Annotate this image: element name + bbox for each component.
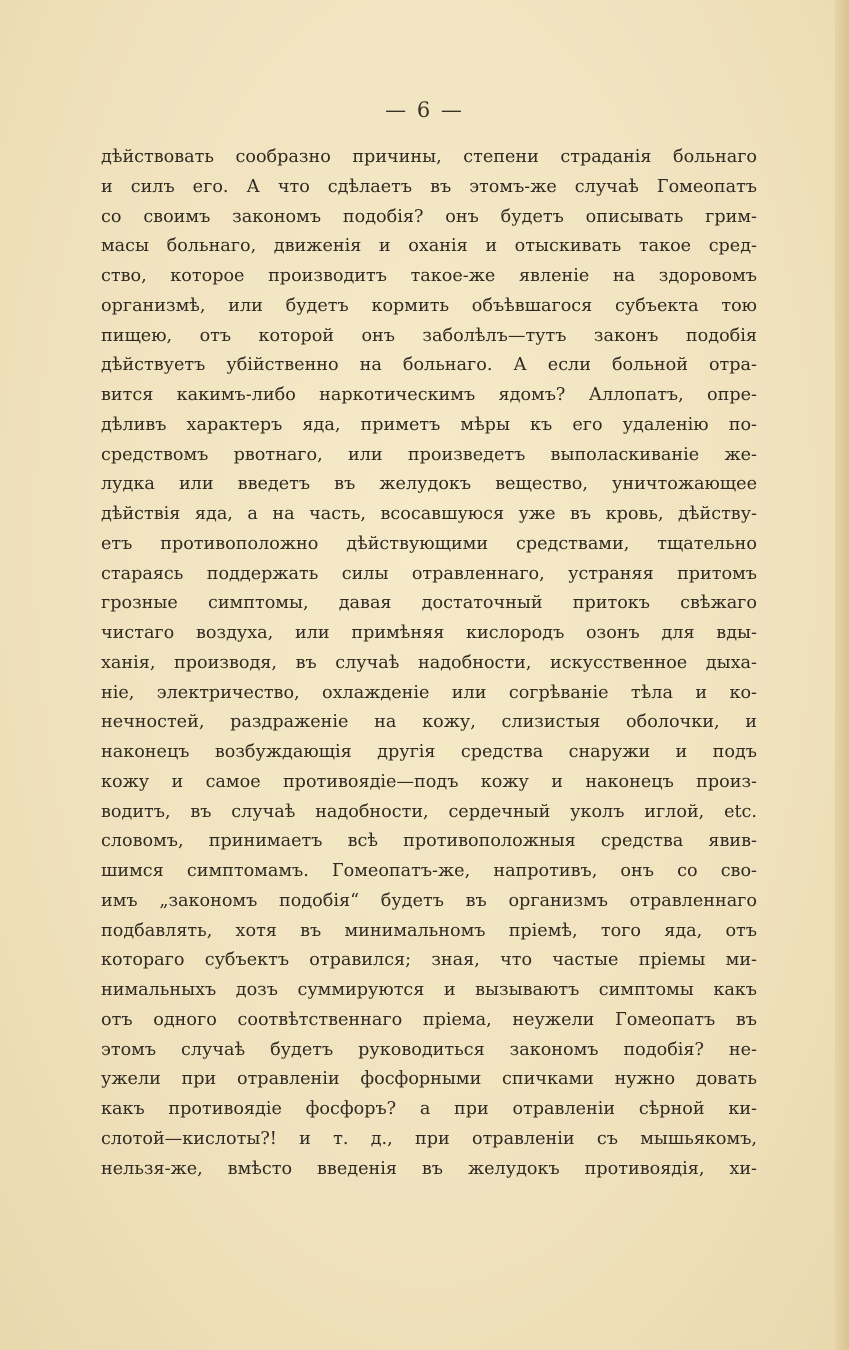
text-line: шимся симптомамъ. Гомеопатъ-же, напротивъ, онъ со сво- — [101, 861, 757, 881]
text-line: дѣливъ характеръ яда, приметъ мѣры къ его удаленію по- — [101, 414, 757, 435]
body-text — [101, 143, 757, 1184]
text-line: имъ „закономъ подобія“ будетъ въ организмъ отравленнаго — [101, 890, 757, 911]
text-line: грозные симптомы, давая достаточный притокъ свѣжаго — [101, 593, 757, 614]
text-line: ханія, производя, въ случаѣ надобности, искусственное дыха- — [101, 652, 757, 673]
page-number: — 6 — — [385, 98, 464, 122]
text-line: чистаго воздуха, или примѣняя кислородъ озонъ для вды- — [101, 623, 757, 643]
text-line: вится какимъ-либо наркотическимъ ядомъ? Аллопатъ, опре- — [101, 385, 757, 405]
text-line: етъ противоположно дѣйствующими средствами, тщательно — [101, 533, 757, 554]
text-line: со своимъ закономъ подобія? онъ будетъ описывать грим- — [101, 206, 757, 227]
page-edge — [835, 0, 849, 1350]
text-line: слотой—кислоты?! и т. д., при отравленіи съ мышьякомъ, — [101, 1128, 757, 1149]
text-line: дѣйствуетъ убійственно на больнаго. А если больной отра- — [101, 355, 757, 376]
text-line: нечностей, раздраженіе на кожу, слизистыя оболочки, и — [101, 712, 757, 733]
text-line: нимальныхъ дозъ суммируются и вызываютъ симптомы какъ — [101, 980, 757, 1000]
text-line: словомъ, принимаетъ всѣ противоположныя средства явив- — [101, 831, 757, 852]
text-line: наконецъ возбуждающія другія средства снаружи и подъ — [101, 742, 757, 762]
text-line: ужели при отравленіи фосфорными спичками нужно довать — [101, 1069, 757, 1090]
text-line: нельзя-же, вмѣсто введенія въ желудокъ противоядія, хи- — [101, 1158, 757, 1179]
text-line: котораго субъектъ отравился; зная, что частые пріемы ми- — [101, 950, 757, 971]
text-line: организмѣ, или будетъ кормить объѣвшагося субъекта тою — [101, 295, 757, 316]
text-line: какъ противоядіе фосфоръ? а при отравленіи сѣрной ки- — [101, 1099, 757, 1119]
text-line: ніе, электричество, охлажденіе или согрѣваніе тѣла и ко- — [101, 682, 757, 703]
text-line: этомъ случаѣ будетъ руководиться закономъ подобія? не- — [101, 1039, 757, 1060]
text-line: дѣйствія яда, а на часть, всосавшуюся уже въ кровь, дѣйству- — [101, 504, 757, 524]
text-line: кожу и самое противоядіе—подъ кожу и наконецъ произ- — [101, 771, 757, 792]
text-line: дѣйствовать сообразно причины, степени страданія больнаго — [101, 147, 757, 167]
text-line: подбавлять, хотя въ минимальномъ пріемѣ, того яда, отъ — [101, 920, 757, 941]
text-line: средствомъ рвотнаго, или произведетъ выполаскиваніе же- — [101, 444, 757, 465]
text-line: и силъ его. А что сдѣлаетъ въ этомъ-же случаѣ Гомеопатъ — [101, 176, 757, 197]
text-line: пищею, отъ которой онъ заболѣлъ—тутъ законъ подобія — [101, 325, 757, 346]
text-line: лудка или введетъ въ желудокъ вещество, уничтожающее — [101, 474, 757, 495]
text-line: масы больнаго, движенія и оханія и отыскивать такое сред- — [101, 236, 757, 257]
text-line: стараясь поддержать силы отравленнаго, устраняя притомъ — [101, 563, 757, 584]
text-line: ство, которое производитъ такое-же явленіе на здоровомъ — [101, 266, 757, 286]
text-line: водитъ, въ случаѣ надобности, сердечный уколъ иглой, etc. — [101, 801, 757, 822]
text-line: отъ одного соотвѣтственнаго пріема, неужели Гомеопатъ въ — [101, 1009, 757, 1030]
